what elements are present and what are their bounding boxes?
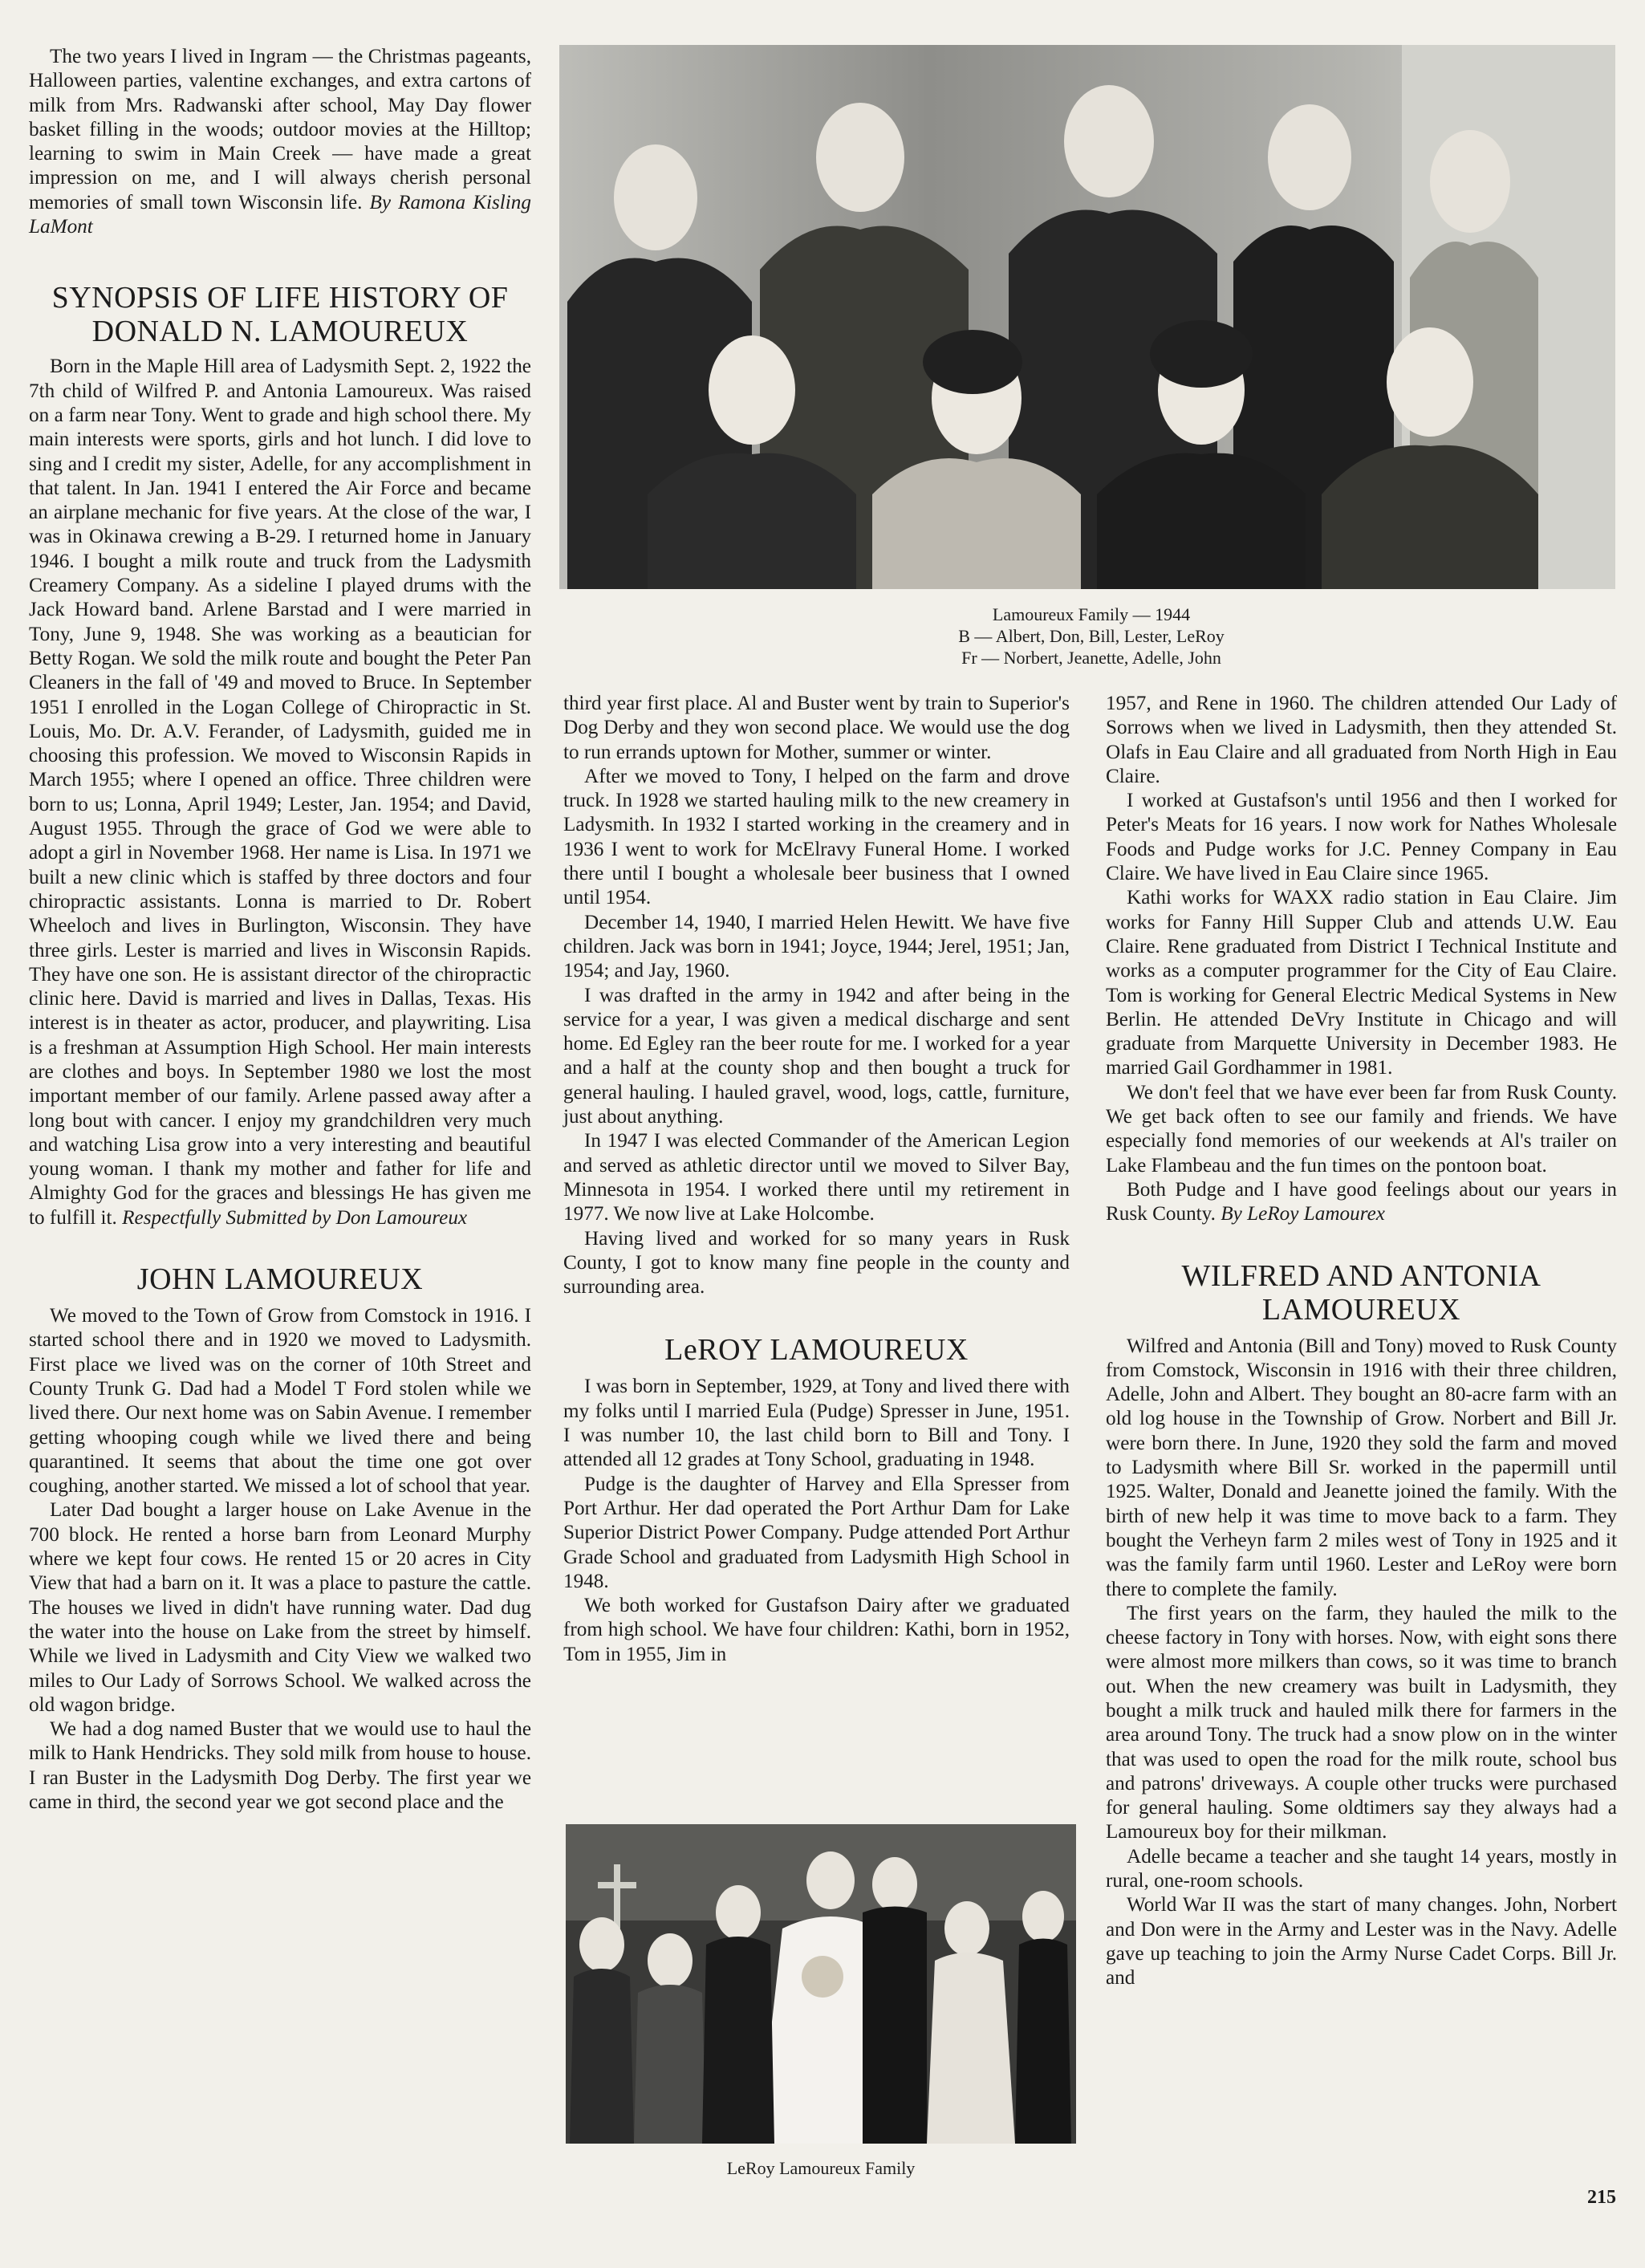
leroy-work-paragraph: I worked at Gustafson's until 1956 and then I worked for Peter's Meats for 16 years. I now work for Nathes Wholesale Foods and Pudge works for J.C. Penney Company in Eau Claire. We have lived in Eau Claire since 1965. [1106,790,1617,885]
john-paragraph-army: I was drafted in the army in 1942 and after being in the service for a year, I was given a medical discharge and sent home. Ed Egley ran the beer route for me. I worked for a year and a half at the county shop and then bought a truck for general hauling. I hauled gravel, wood, logs, cattle, furniture, just about anything. [563,984,1070,1128]
leroy-family-caption: LeRoy Lamoureux Family [726,2158,916,2178]
john-paragraph-legion: In 1947 I was elected Commander of the American Legion and served as athletic director until we moved to Silver Bay, Minnesota in 1954. I worked there until my retirement in 1977. We now live at Lake Holcombe. [563,1130,1070,1225]
leroy-paragraph-3: We both worked for Gustafson Dairy after we graduated from high school. We have four children: Kathi, born in 1952, Tom in 1955, Jim in [563,1595,1070,1665]
john-paragraph-marriage: December 14, 1940, I married Helen Hewitt. We have five children. Jack was born in 1941; Joyce, 1944; Jerel, 1951; Jan, 1954; and Jay, 1960. [563,911,1070,982]
wilfred-antonia-paragraph-4: World War II was the start of many changes. John, Norbert and Don were in the Army and Lester was in the Navy. Adelle gave up teaching to join the Army Nurse Cadet Corps. Bill Jr. and [1106,1894,1617,1990]
column-middle [563,692,1070,1667]
caption-front-row: Fr — Norbert, Jeanette, Adelle, John [961,648,1221,668]
lamoureux-family-1944-photo [559,45,1615,589]
leroy-heading: LeROY LAMOUREUX [664,1333,969,1368]
leroy-paragraph-1: I was born in September, 1929, at Tony and lived there with my folks until I married Eula (Pudge) Spresser in June, 1951. I was number 10, the last child born to Bill and Tony. I attended all 12 grades at Tony School, graduating in 1948. [563,1376,1070,1471]
john-heading: JOHN LAMOUREUX [136,1262,424,1297]
john-paragraph-2: Later Dad bought a larger house on Lake Avenue in the 700 block. He rented a horse barn from Leonard Murphy where we kept four cows. He rented 15 or 20 acres in City View that had a barn on it. It was a place to pasture the cattle. The houses we lived in didn't have running water. Dad dug the water into the house on Lake from the street by himself. While we lived in Ladysmith and City View we walked two miles to Our Lady of Sorrows School. We walked across the old wagon bridge. [29,1499,531,1716]
john-continued-paragraph: third year first place. Al and Buster went by train to Superior's Dog Derby and they won second place. We would use the dog to run errands uptown for Mother, summer or winter. [563,693,1070,763]
column-right [1106,692,1617,1991]
leroy-family-photo [566,1824,1076,2144]
john-paragraph-1: We moved to the Town of Grow from Comstock in 1916. I started school there and in 1920 we moved to Ladysmith. First place we lived was on the corner of 10th Street and County Trunk G. Dad had a Model T Ford stolen while we lived there. Our next home was on Sabin Avenue. I remember getting whooping cough while we lived there and being quarantined. It seems that about the time one got over coughing, another started. We missed a lot of school that year. [29,1305,531,1498]
leroy-closing-paragraph: Both Pudge and I have good feelings about our years in Rusk County. By LeRoy Lamourex [1106,1178,1617,1225]
john-paragraph-tony: After we moved to Tony, I helped on the farm and drove truck. In 1928 we started hauling milk to the new creamery in Ladysmith. In 1932 I started working in the creamery and in 1936 I went to work for McElravy Funeral Home. I worked there until I bought a wholesale beer business that I owned until 1954. [563,765,1070,909]
leroy-family-image [566,1824,1076,2144]
john-paragraph-closing: Having lived and worked for so many years in Rusk County, I got to know many fine people in the county and surrounding area. [563,1227,1070,1299]
family-portrait-image [559,45,1615,589]
ingram-paragraph: The two years I lived in Ingram — the Christmas pageants, Halloween parties, valentine exchanges, and extra cartons of milk from Mrs. Radwanski after school, May Day flower basket filling in the woods; outdoor movies at the Hilltop; learning to swim in Main Creek — have made a great impression on me, and I will always cherish personal memories of small town Wisconsin life. By Ramona Kisling LaMont [29,46,531,238]
synopsis-heading: SYNOPSIS OF LIFE HISTORY OF DONALD N. LAMOUREUX [51,281,509,349]
column-left [29,45,531,1815]
wilfred-antonia-paragraph-3: Adelle became a teacher and she taught 14 years, mostly in rural, one-room schools. [1106,1845,1617,1892]
synopsis-byline: Respectfully Submitted by Don Lamoureux [122,1206,468,1229]
john-paragraph-3: We had a dog named Buster that we would use to haul the milk to Hank Hendricks. They sold milk from house to house. I ran Buster in the Ladysmith Dog Derby. The first year we came in third, the second year we got second place and the [29,1718,531,1813]
leroy-continued-paragraph: 1957, and Rene in 1960. The children attended Our Lady of Sorrows when we lived in Ladysmith, then they attended St. Olafs in Eau Claire and all graduated from North High in Eau Claire. [1106,693,1617,787]
leroy-memories-paragraph: We don't feel that we have ever been far from Rusk County. We get back often to see our family and friends. We have especially fond memories of our weekends at Al's trailer on Lake Flambeau and the fun times on the pontoon boat. [1106,1081,1617,1177]
synopsis-paragraph: Born in the Maple Hill area of Ladysmith Sept. 2, 1922 the 7th child of Wilfred P. and Antonia Lamoureux. Was raised on a farm near Tony. Went to grade and high school there. My main interests were sports, girls and hot lunch. I did love to sing and I credit my sister, Adelle, for any accomplishment in that talent. In Jan. 1941 I entered the Air Force and became an airplane mechanic for five years. At the close of the war, I was in Okinawa crewing a B-29. I returned home in January 1946. I bought a milk route and truck from the Ladysmith Creamery Company. As a sideline I played drums with the Jack Howard band. Arlene Barstad and I were married in Tony, June 9, 1948. She was working as a beautician for Betty Rogan. We sold the milk route and bought the Peter Pan Cleaners in the fall of '49 and moved to Bruce. In September 1951 I enrolled in the Logan College of Chiropractic in St. Louis, Mo. Dr. A.V. Ferander, of Ladysmith, guided me in choosing this profession. We moved to Wisconsin Rapids in March 1955; where I opened an office. Three children were born to us; Lonna, April 1949; Lester, Jan. 1954; and David, August 1955. Through the grace of God we were able to adopt a girl in November 1968. Her name is Lisa. In 1971 we built a new clinic which is staffed by three doctors and four chiropractic assistants. Lonna is married to Dr. Robert Wheeloch and lives in Burlington, Wisconsin. They have three girls. Lester is married and lives in Wisconsin Rapids. They have one son. He is assistant director of the chiropractic clinic here. David is married and lives in Dallas, Texas. His interest is in theater as actor, producer, and playwriting. Lisa is a freshman at Assumption High School. Her main interests are clothes and boys. In September 1980 we lost the most important member of our family. Arlene passed away after a long bout with cancer. I enjoy my grandchildren very much and watching Lisa grow into a very interesting and beautiful young woman. I thank my mother and father for life and Almighty God for the graces and blessings He has given me to fulfill it. Respectfully Submitted by Don Lamoureux [29,356,531,1229]
caption-title: Lamoureux Family — 1944 [992,604,1191,624]
wilfred-antonia-paragraph-1: Wilfred and Antonia (Bill and Tony) moved to Rusk County from Comstock, Wisconsin in 1916 with their three children, Adelle, John and Albert. They bought an 80-acre farm with an old log house in the Township of Grow. Norbert and Bill Jr. were born there. In June, 1920 they sold the farm and moved to Ladysmith where Bill Sr. worked in the papermill until 1925. Walter, Donald and Jeanette joined the family. With the birth of new help it was time to move back to a farm. They bought the Verheyn farm 2 miles west of Tony in 1925 and it was the family farm until 1960. Lester and LeRoy were born there to complete the family. [1106,1335,1617,1600]
page-number: 215 [1587,2187,1616,2208]
family-1944-caption [867,604,1316,669]
leroy-byline: By LeRoy Lamourex [1221,1203,1385,1225]
leroy-paragraph-2: Pudge is the daughter of Harvey and Ella Spresser from Port Arthur. Her dad operated the Port Arthur Dam for Lake Superior District Power Company. Pudge attended Port Arthur Grade School and graduated from Ladysmith High School in 1948. [563,1473,1070,1592]
wilfred-antonia-heading: WILFRED AND ANTONIA LAMOUREUX [1181,1258,1541,1327]
caption-back-row: B — Albert, Don, Bill, Lester, LeRoy [958,626,1225,646]
leroy-children-paragraph: Kathi works for WAXX radio station in Eau Claire. Jim works for Fanny Hill Supper Club and attends U.W. Eau Claire. Rene graduated from District I Technical Institute and works as a computer programmer for the City of Eau Claire. Tom is working for General Electric Medical Systems in New Berlin. He attended DeVry Institute in Chicago and will graduate from Marquette University in December 1983. He married Gail Gordhammer in 1981. [1106,887,1617,1079]
wilfred-antonia-paragraph-2: The first years on the farm, they hauled the milk to the cheese factory in Tony with horses. Now, with eight sons there were almost more milkers than cows, so it was time to branch out. When the new creamery was built in Ladysmith, they bought a milk truck and hauled milk there for farmers in the area around Tony. The truck had a snow plow on in the winter that was used to open the road for the milk route, school bus and patrons' driveways. A couple other trucks were purchased for general hauling. Some oldtimers say they always had a Lamoureux boy for their milkman. [1106,1602,1617,1843]
ingram-byline: By Ramona Kisling LaMont [29,191,531,238]
